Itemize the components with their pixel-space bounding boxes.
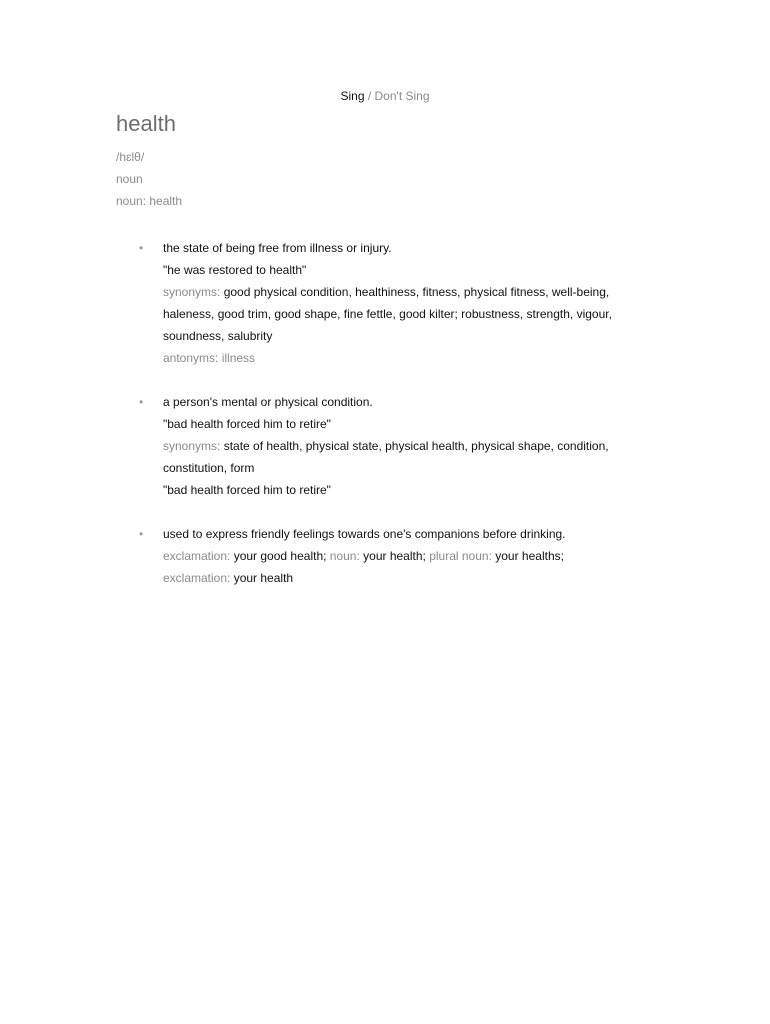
synonyms-value: good physical condition, healthiness, fitness, physical fitness, well-being, haleness, good trim, good shape, fine fettle, good kilter; robustness, strength, vigour, soundness, salubrity [163, 285, 612, 343]
synonyms-value: state of health, physical state, physical health, physical shape, condition, constitution, form [163, 439, 609, 475]
sing-toggle [0, 88, 770, 104]
definition: the state of being free from illness or injury. [163, 241, 392, 255]
form-value: your good health; [230, 549, 330, 563]
sing-link[interactable]: Sing [340, 89, 365, 103]
part-of-speech-full: noun: health [116, 194, 183, 208]
form-label: plural noun: [429, 549, 492, 563]
part-of-speech: noun [116, 172, 143, 186]
bullet-icon: • [139, 395, 144, 409]
synonyms-label: synonyms: [163, 439, 221, 453]
pronunciation: /hɛlθ/ [116, 150, 145, 164]
dont-sing-link[interactable]: Don't Sing [374, 89, 430, 103]
form-label: exclamation: [163, 571, 231, 585]
bullet-icon: • [139, 527, 144, 541]
antonyms-value: illness [218, 351, 256, 365]
sense-item [0, 523, 658, 589]
antonyms [163, 347, 658, 369]
bullet-icon: • [139, 241, 144, 255]
form-value: your health; [359, 549, 430, 563]
form-value: your health [230, 571, 294, 585]
form-label: noun: [329, 549, 360, 563]
headword: health [116, 111, 176, 136]
synonyms-label: synonyms: [163, 285, 221, 299]
definition: a person's mental or physical condition. [163, 395, 373, 409]
example: "bad health forced him to retire" [163, 483, 331, 497]
toggle-separator: / [364, 89, 375, 103]
example: "he was restored to health" [163, 263, 307, 277]
sense-list [0, 237, 770, 611]
word-forms [163, 545, 658, 589]
form-value: your healths; [491, 549, 564, 563]
definition: used to express friendly feelings towards one's companions before drinking. [163, 527, 566, 541]
example: "bad health forced him to retire" [163, 417, 331, 431]
synonyms [163, 281, 658, 347]
synonyms [163, 435, 658, 479]
form-label: exclamation: [163, 549, 231, 563]
sense-item [0, 237, 658, 369]
antonyms-label: antonyms: [163, 351, 219, 365]
sense-item [0, 391, 658, 501]
